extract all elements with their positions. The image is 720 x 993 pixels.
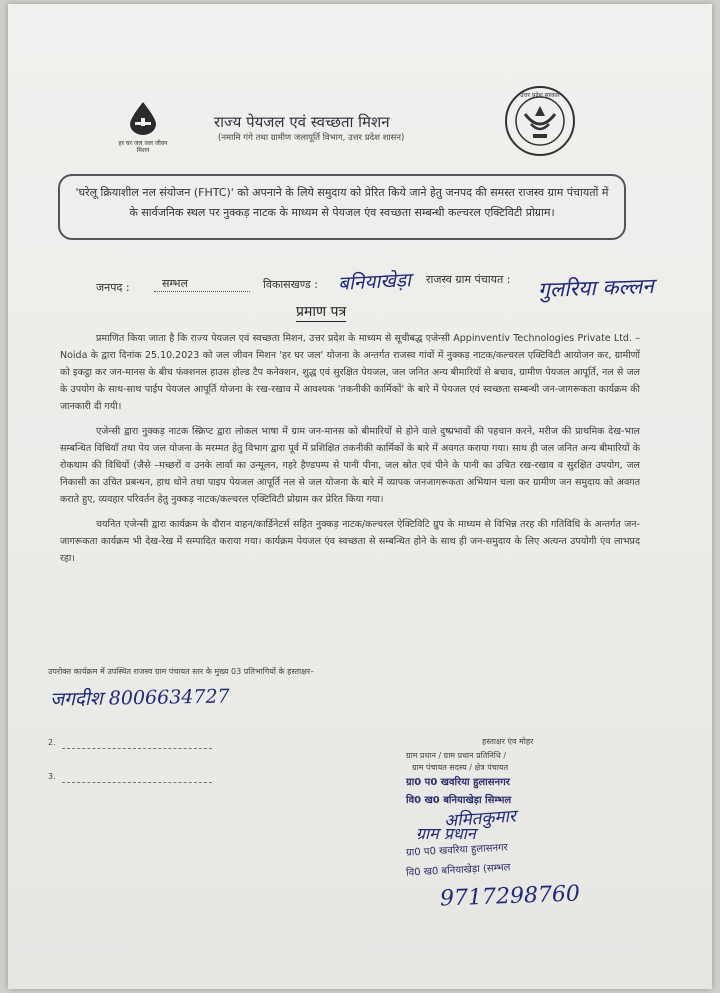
stamp-2-line-1: ग्रा0 प0 खवरिया हुलासनगर — [405, 842, 508, 859]
panchayat-label: राजस्व ग्राम पंचायत : — [426, 273, 511, 286]
mission-subtitle: (नमामि गंगे तथा ग्रामीण जलापूर्ति विभाग, उत्तर प्रदेश शासन) — [218, 133, 405, 143]
water-drop-icon — [126, 100, 160, 136]
stamp-1-line-1: ग्रा0 प0 खवरिया हुलासनगर — [406, 777, 510, 788]
mission-title: राज्य पेयजल एवं स्वच्छता मिशन — [214, 113, 390, 131]
participant-2-number: 2. — [48, 738, 56, 747]
district-value: सम्भल — [154, 276, 250, 292]
body-paragraph-1: प्रमाणित किया जाता है कि राज्य पेयजल एवं स्वच्छता मिशन, उत्तर प्रदेश के माध्यम से सूचीबद्ध एजेन्सी Appinventiv Technologies Private Ltd. – Noida के द्वारा दिनांक 25.10.2023 को जल जीवन मिशन 'हर घर जल' योजना के अन्तर्गत राजस्व गांवों में नुक्कड़ नाटक/कल्चरल एक्टिविटी आयोजन कर, ग्रामीणों को इकट्ठा कर जन-मानस के बीच फंक्शनल हाउस होल्ड टैप कनेक्शन, शुद्ध एवं सुरक्षित पेयजल, जल जनित अन्य बीमारियों से बचाव, ग्रामीण पेयजल आपूर्ति, नल से जल के उपयोग के साथ-साथ पाईप पेयजल आपूर्ति योजना के रख-रखाव में आवश्यक 'तकनीकी कार्मिकों' के बारे में पेयजल एवं स्वच्छता सम्बन्धी जन-जागरूकता कार्यक्रम की जानकारी दी गयी। — [60, 333, 640, 412]
district-label: जनपद : — [96, 281, 130, 294]
block-label: विकासखण्ड : — [263, 278, 319, 291]
body-paragraph-3: चयनित एजेन्सी द्वारा कार्यक्रम के दौरान वाहन/कार्डिनेटर्स सहित नुक्कड़ नाटक/कल्चरल ऐक्टिविटि ग्रुप के माध्यम से विभिन्न तरह की गतिविधि के अन्तर्गत जन-जागरूकता कार्यक्रम भी देख-रेख में सम्पादित कराया गया। कार्यक्रम पेयजल एंव स्वच्छता से सम्बन्धित होने के साथ ही जन-समुदाय के लिए अत्यन्त उपयोगी एंव लाभप्रद रहा। — [60, 519, 640, 564]
seal-text: उत्तर प्रदेश सरकार — [520, 92, 560, 99]
pradhan-signature: अमितकुमार — [443, 806, 517, 832]
up-government-seal — [503, 84, 577, 158]
body-paragraph-2: एजेन्सी द्वारा नुक्कड़ नाटक स्क्रिप्ट द्वारा लोकल भाषा में ग्राम जन-मानस को बीमारियों से होने वाले दुष्प्रभावों की पहचान करने, मरीज की प्राथमिक देख-भाल सम्बन्धित विधियाँ तथा पेय जल योजना के मरम्मत हेतु विभाग द्वारा पूर्व में प्रशिक्षित तकनीकी कार्मिकों के बारे में अवगत कराया गया। साथ ही जल जनित अन्य बीमारियों के रोकथाम की विधियों (जैसे –मच्छरों व उनके लार्वा का उन्मूलन, गहरे हैण्डपम्प से पानी पीना, जल स्रोत एवं पीने के पानी का उचित रख-रखाव व सुरक्षित उपयोग, जल निकासी का उचित प्रबन्धन, हाथ धोने तथा पाइप पेयजल आपूर्ति नल से जल योजना के बारे में व्यापक जनजागरूकता अभियान चला कर ग्रामीण जन समुदाय को अवगत कराते हुए, व्यवहार परिवर्तन हेतु नुक्कड़ नाटक/कल्चरल एक्टिविटी प्रोग्राम कर प्रेरित किया गया। — [60, 426, 640, 505]
participant-2-line — [62, 748, 212, 749]
signature-heading: हस्ताक्षर एंव मोहर — [482, 737, 534, 746]
logo-slogan: हर घर जल जल जीवन मिशन — [118, 140, 168, 154]
certificate-body — [60, 330, 640, 567]
subject-box: 'घरेलू क्रियाशील नल संयोजन (FHTC)' को अपनाने के लिये समुदाय को प्रेरित किये जाने हेतु जनपद की समस्त राजस्व ग्राम पंचायतों में के सार्वजनिक स्थल पर नुक्कड़ नाटक के माध्यम से पेयजल एंव स्वच्छता सम्बन्धी कल्चरल एक्टिविटी प्रोग्राम। — [58, 174, 626, 240]
block-value: बनियाखेड़ा — [337, 269, 412, 295]
document-page — [8, 4, 712, 989]
participant-3-line — [62, 782, 212, 783]
signatory-role-line-2: ग्राम पंचायत सदस्य / क्षेत्र पंचायत — [412, 763, 509, 772]
certificate-title: प्रमाण पत्र — [296, 304, 347, 320]
participant-1-signature: जगदीश 8006634727 — [49, 685, 230, 711]
participant-3-number: 3. — [48, 772, 56, 781]
participants-label: उपरोक्त कार्यक्रम में उपस्थित राजस्व ग्राम पंचायत स्तर के मुख्य 03 प्रतिभागियों के हस्ताक्षर– — [48, 667, 315, 676]
panchayat-value: गुलरिया कल्लन — [537, 273, 655, 303]
stamp-1-line-2: वि0 ख0 बनियाखेड़ा सिम्भल — [406, 795, 512, 806]
contact-phone: 9717298760 — [439, 881, 581, 912]
stamp-2-line-2: वि0 ख0 बनियाखेड़ा (सम्भल — [405, 862, 511, 879]
signatory-role-line-1: ग्राम प्रधान / ग्राम प्रधान प्रतिनिधि / — [406, 751, 507, 760]
pradhan-title: ग्राम प्रधान — [416, 824, 476, 843]
jal-jeevan-logo — [118, 100, 168, 154]
